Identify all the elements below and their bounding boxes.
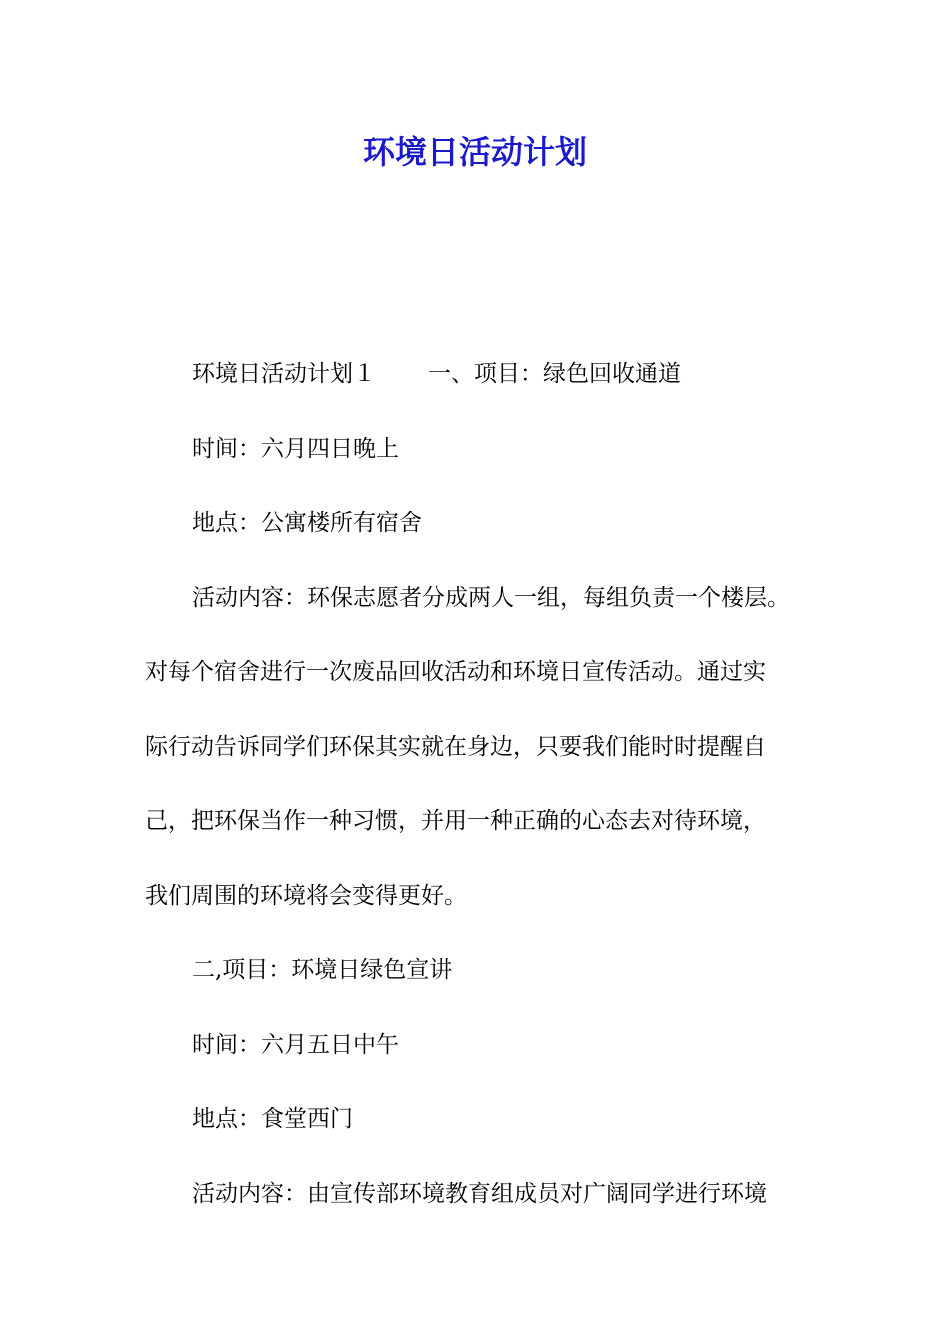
paragraph-item1-content-line-5: 我们周围的环境将会变得更好。 bbox=[145, 882, 467, 909]
document-title: 环境日活动计划 bbox=[362, 133, 587, 171]
paragraph-item2-heading: 二,项目：环境日绿色宣讲 bbox=[192, 957, 453, 983]
paragraph-item1-content-line-2: 对每个宿舍进行一次废品回收活动和环境日宣传活动。通过实 bbox=[145, 659, 766, 685]
paragraph-plan-heading bbox=[145, 337, 825, 412]
paragraph-item2-content-line-1: 活动内容：由宣传部环境教育组成员对广阔同学进行环境 bbox=[192, 1180, 767, 1207]
item1-heading-text: 一、项目：绿色回收通道 bbox=[428, 361, 681, 387]
plan-heading-text: 环境日活动计划１ bbox=[192, 361, 376, 387]
paragraph-item1-content-line-1: 活动内容：环保志愿者分成两人一组，每组负责一个楼层。 bbox=[192, 584, 790, 611]
paragraph-item2-location: 地点：食堂西门 bbox=[192, 1106, 353, 1132]
document-body bbox=[145, 337, 825, 1231]
paragraph-item1-time: 时间：六月四日晚上 bbox=[192, 435, 399, 462]
paragraph-item1-content-line-3: 际行动告诉同学们环保其实就在身边，只要我们能时时提醒自 bbox=[145, 733, 766, 760]
paragraph-item2-time: 时间：六月五日中午 bbox=[192, 1031, 399, 1058]
paragraph-item1-location: 地点：公寓楼所有宿舍 bbox=[192, 510, 422, 536]
paragraph-item1-content-line-4: 己，把环保当作一种习惯，并用一种正确的心态去对待环境， bbox=[145, 808, 766, 834]
